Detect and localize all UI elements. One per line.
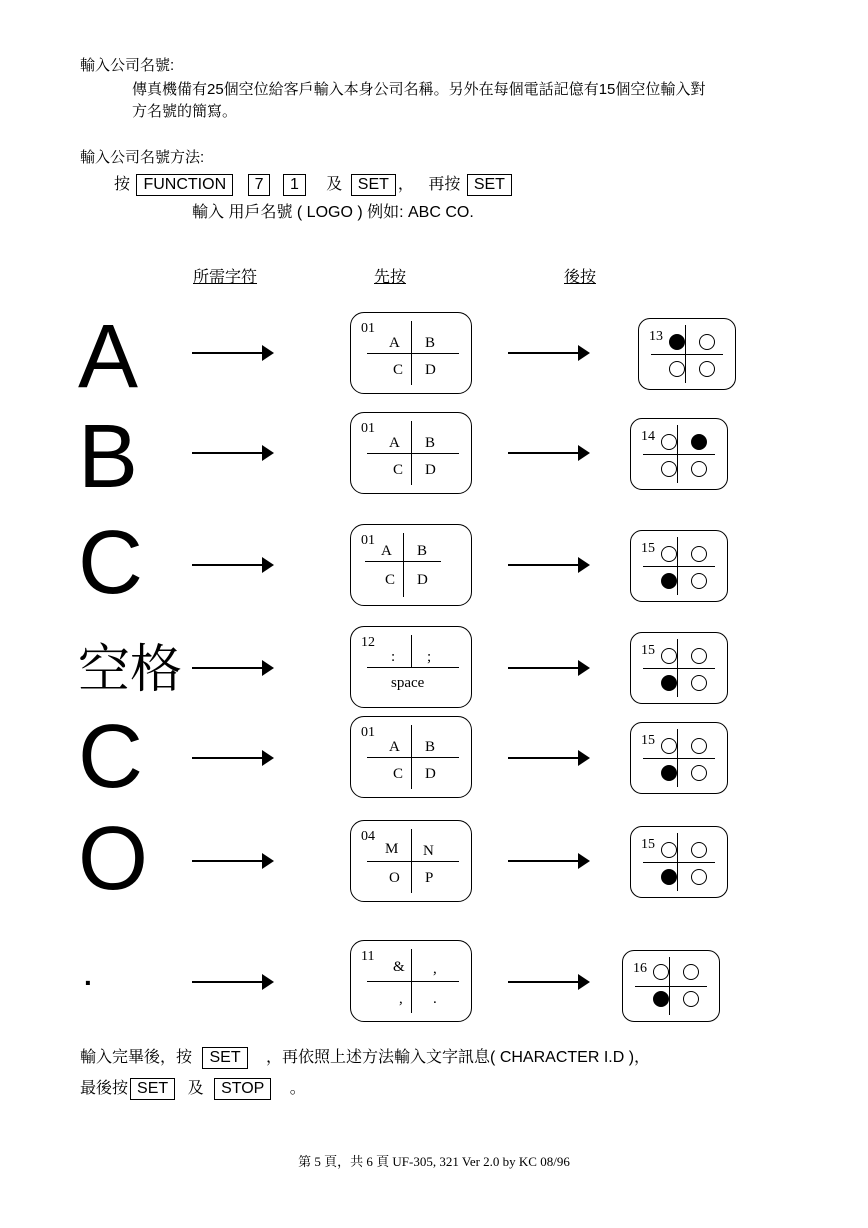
row-char-o: O	[78, 809, 149, 909]
example-text: 輸入 用戶名號 ( LOGO ) 例如: ABC CO.	[192, 204, 474, 221]
set-key-3: SET	[202, 1047, 247, 1069]
key-char-bl: C	[393, 362, 404, 378]
arrow-right-icon	[508, 564, 588, 566]
period-mark: 。	[289, 1080, 306, 1097]
key-char-tl: A	[389, 335, 400, 351]
arrow-right-icon	[508, 981, 588, 983]
arrow-right-icon	[192, 564, 272, 566]
intro-heading: 輸入公司名號:	[80, 57, 175, 74]
intro-paragraph-line2: 方名號的簡寫。	[132, 103, 238, 120]
arrow-right-icon	[508, 452, 588, 454]
dot-empty	[661, 738, 677, 754]
dot-empty	[699, 361, 715, 377]
dot-box	[630, 632, 728, 704]
arrow-right-icon	[508, 860, 588, 862]
key-char-tr: ;	[427, 649, 432, 665]
dot-empty	[661, 434, 677, 450]
dot-box	[630, 722, 728, 794]
key-number: 12	[361, 635, 375, 650]
dot-filled	[691, 434, 707, 450]
dot-box	[622, 950, 720, 1022]
column-header-char: 所需字符	[193, 269, 258, 286]
dot-number: 16	[633, 961, 647, 976]
key-number: 11	[361, 949, 375, 964]
dot-number: 14	[641, 429, 655, 444]
dot-empty	[691, 869, 707, 885]
dot-number: 15	[641, 541, 655, 556]
key-box	[350, 412, 472, 494]
stop-key: STOP	[214, 1078, 271, 1100]
dot-empty	[691, 675, 707, 691]
key-char-tl: A	[389, 739, 400, 755]
dot-empty	[691, 546, 707, 562]
arrow-right-icon	[192, 860, 272, 862]
key-char-bottom: space	[391, 675, 425, 691]
key-box	[350, 716, 472, 798]
dot-box	[638, 318, 736, 390]
key-char-tr: B	[425, 739, 436, 755]
key-char-br: D	[417, 572, 428, 588]
key-char-tr: B	[425, 335, 436, 351]
key-char-bl: O	[389, 870, 400, 886]
key-char-tl: A	[389, 435, 400, 451]
column-header-first: 先按	[374, 269, 407, 286]
arrow-right-icon	[192, 352, 272, 354]
dot-filled	[661, 675, 677, 691]
dot-empty	[691, 842, 707, 858]
method-heading: 輸入公司名號方法:	[80, 149, 205, 166]
dot-empty	[691, 573, 707, 589]
dot-filled	[653, 991, 669, 1007]
key-box	[350, 820, 472, 902]
key-number: 01	[361, 725, 375, 740]
arrow-right-icon	[508, 757, 588, 759]
dot-number: 15	[641, 643, 655, 658]
function-key: FUNCTION	[136, 174, 233, 196]
dot-empty	[661, 546, 677, 562]
key-char-bl: ,	[399, 991, 403, 1007]
key-char-br: D	[425, 362, 436, 378]
key-char-bl: C	[385, 572, 396, 588]
then-press-label: 再按	[428, 176, 461, 193]
key-number: 04	[361, 829, 375, 844]
dot-empty	[683, 964, 699, 980]
last-press-label: 最後按	[80, 1080, 129, 1097]
finish-instruction-line2	[80, 1075, 306, 1100]
key-1: 1	[283, 174, 306, 196]
row-char-period: .	[84, 960, 92, 991]
row-char-c-2: C	[78, 707, 143, 807]
dot-number: 15	[641, 837, 655, 852]
column-header-then: 後按	[564, 269, 597, 286]
dot-empty	[683, 991, 699, 1007]
dot-empty	[691, 765, 707, 781]
set-key-2: SET	[467, 174, 512, 196]
key-char-br: D	[425, 766, 436, 782]
finish-text-a: 輸入完畢後，按	[80, 1049, 193, 1066]
dot-filled	[669, 334, 685, 350]
key-char-tr: B	[425, 435, 436, 451]
dot-number: 15	[641, 733, 655, 748]
dot-filled	[661, 765, 677, 781]
key-char-tr: ,	[433, 961, 437, 977]
row-char-a: A	[78, 307, 139, 407]
dot-empty	[653, 964, 669, 980]
row-char-space: 空格	[78, 640, 183, 700]
key-char-tl: :	[391, 649, 396, 665]
method-instruction	[114, 171, 514, 196]
key-char-br: D	[425, 462, 436, 478]
key-box	[350, 940, 472, 1022]
key-char-bl: C	[393, 462, 404, 478]
dot-empty	[661, 461, 677, 477]
comma: ，	[397, 176, 414, 193]
dot-empty	[669, 361, 685, 377]
key-7: 7	[248, 174, 271, 196]
dot-filled	[661, 573, 677, 589]
dot-filled	[661, 869, 677, 885]
key-box	[350, 626, 472, 708]
finish-text-b: ，再依照上述方法輸入文字訊息( CHARACTER I.D )，	[266, 1049, 651, 1066]
dot-empty	[661, 842, 677, 858]
key-char-bl: C	[393, 766, 404, 782]
set-key-4: SET	[130, 1078, 175, 1100]
key-char-br: .	[433, 991, 437, 1007]
intro-paragraph-line1: 傳真機備有25個空位給客戶輸入本身公司名稱。另外在每個電話記億有15個空位輸入對	[132, 81, 706, 98]
set-key: SET	[351, 174, 396, 196]
arrow-right-icon	[192, 667, 272, 669]
dot-empty	[661, 648, 677, 664]
finish-instruction-line1	[80, 1044, 650, 1069]
dot-box	[630, 530, 728, 602]
dot-box	[630, 826, 728, 898]
key-char-tl: &	[393, 959, 405, 975]
key-char-br: P	[425, 870, 434, 886]
arrow-right-icon	[508, 352, 588, 354]
press-label: 按	[114, 176, 131, 193]
key-char-tr: N	[423, 843, 434, 859]
row-char-b: B	[78, 407, 139, 507]
key-char-tl: M	[385, 841, 399, 857]
dot-empty	[691, 461, 707, 477]
dot-empty	[691, 648, 707, 664]
key-number: 01	[361, 533, 375, 548]
dot-empty	[691, 738, 707, 754]
dot-empty	[699, 334, 715, 350]
arrow-right-icon	[508, 667, 588, 669]
dot-number: 13	[649, 329, 663, 344]
and-label: 及	[326, 176, 343, 193]
arrow-right-icon	[192, 981, 272, 983]
key-char-tr: B	[417, 543, 428, 559]
arrow-right-icon	[192, 452, 272, 454]
key-box	[350, 524, 472, 606]
key-number: 01	[361, 421, 375, 436]
and-label-2: 及	[187, 1080, 204, 1097]
arrow-right-icon	[192, 757, 272, 759]
key-char-tl: A	[381, 543, 392, 559]
key-box	[350, 312, 472, 394]
dot-box	[630, 418, 728, 490]
page-footer: 第 5 頁，共 6 頁 UF-305, 321 Ver 2.0 by KC 08/96	[298, 1154, 570, 1169]
row-char-c: C	[78, 513, 143, 613]
key-number: 01	[361, 321, 375, 336]
